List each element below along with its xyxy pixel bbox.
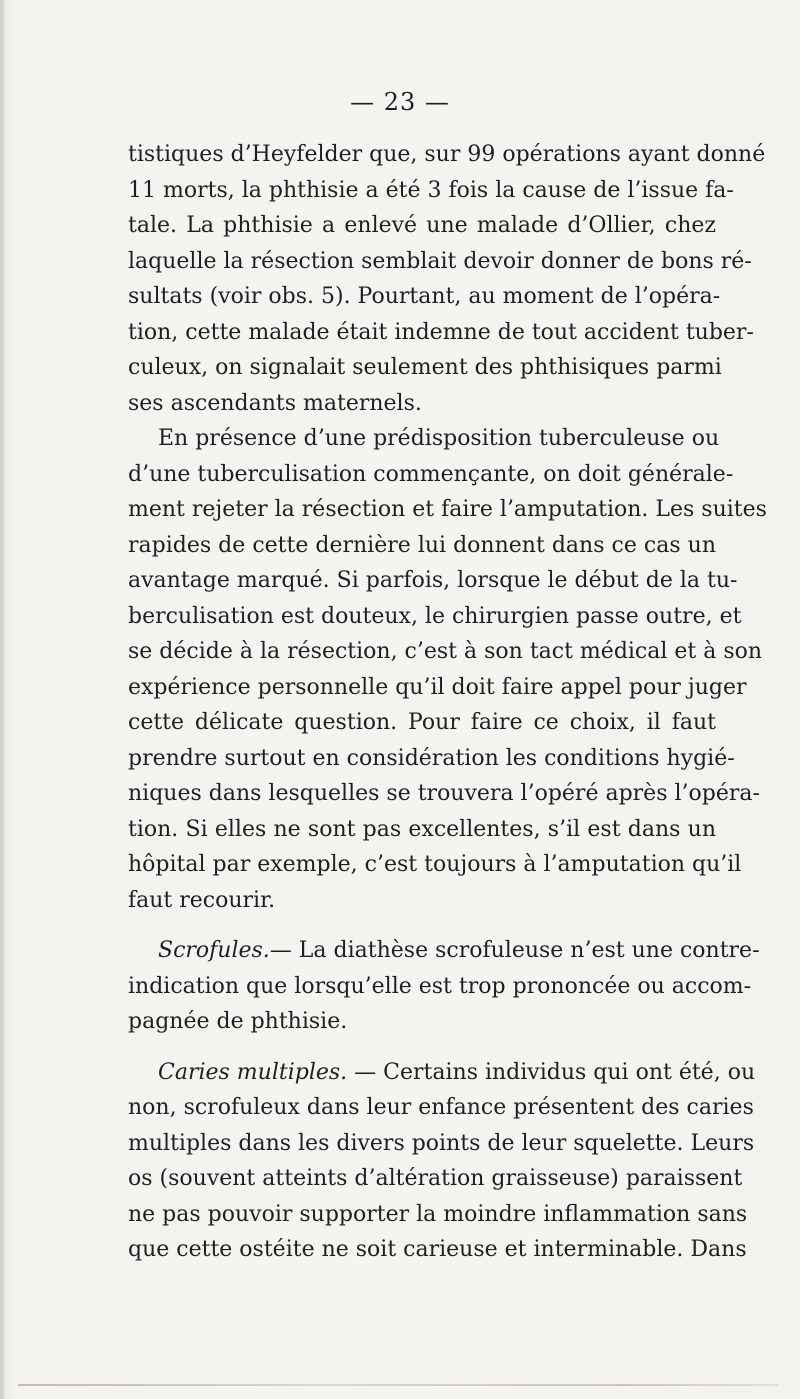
text-line: ment rejeter la résection et faire l’amputation. Les suites bbox=[128, 497, 767, 522]
text-line: expérience personnelle qu’il doit faire appel pour juger bbox=[128, 674, 747, 700]
page-left-edge bbox=[0, 0, 4, 1399]
text-line: avantage marqué. Si parfois, lorsque le début de la tu- bbox=[128, 568, 738, 593]
text-line: laquelle la résection semblait devoir donner de bons ré- bbox=[128, 248, 752, 274]
paragraph-caries-multiples bbox=[128, 1055, 756, 1268]
text-line: non, scrofuleux dans leur enfance présentent des caries bbox=[128, 1095, 754, 1120]
text-line: hôpital par exemple, c’est toujours à l’amputation qu’il bbox=[128, 852, 742, 877]
page-number: — 23 — bbox=[350, 88, 450, 116]
text-line: que cette ostéite ne soit carieuse et interminable. Dans bbox=[128, 1237, 747, 1262]
text-line: 11 morts, la phthisie a été 3 fois la cause de l’issue fa- bbox=[128, 177, 734, 203]
text-line: os (souvent atteints d’altération graisseuse) paraissent bbox=[128, 1166, 743, 1191]
text-line: d’une tuberculisation commençante, on doit générale- bbox=[128, 461, 734, 487]
text-line: ses ascendants maternels. bbox=[128, 390, 422, 416]
paragraph-2 bbox=[128, 421, 767, 918]
text-line: rapides de cette dernière lui donnent dans ce cas un bbox=[128, 532, 716, 558]
text-line: ne pas pouvoir supporter la moindre inflammation sans bbox=[128, 1201, 748, 1227]
paragraph-1 bbox=[128, 137, 766, 421]
section-heading-caries-multiples: Caries multiples. bbox=[158, 1059, 348, 1085]
text-line: tion, cette malade était indemne de tout accident tuber- bbox=[128, 319, 754, 345]
text-line: pagnée de phthisie. bbox=[128, 1009, 348, 1034]
section-heading-scrofules: Scrofules. bbox=[158, 938, 270, 963]
text-line: prendre surtout en considération les conditions hygié- bbox=[128, 745, 735, 771]
text-line: sultats (voir obs. 5). Pourtant, au moment de l’opéra- bbox=[128, 284, 721, 309]
text-line: tistiques d’Heyfelder que, sur 99 opérations ayant donné bbox=[128, 142, 766, 167]
text-line: cette délicate question. Pour faire ce choix, il faut bbox=[128, 710, 716, 735]
text-line: En présence d’une prédisposition tuberculeuse ou bbox=[158, 426, 720, 451]
text-line: multiples dans les divers points de leur squelette. Leurs bbox=[128, 1130, 755, 1156]
text-line: tion. Si elles ne sont pas excellentes, s’il est dans un bbox=[128, 816, 716, 842]
body-text bbox=[128, 137, 767, 1268]
text-line bbox=[128, 1055, 756, 1091]
text-line: indication que lorsqu’elle est trop prononcée ou accom- bbox=[128, 973, 752, 999]
text-line: berculisation est douteux, le chirurgien passe outre, et bbox=[128, 603, 742, 629]
text-line: tale. La phthisie a enlevé une malade d’Ollier, chez bbox=[128, 213, 716, 238]
text-line: niques dans lesquelles se trouvera l’opéré après l’opéra- bbox=[128, 781, 760, 806]
text-line bbox=[128, 933, 760, 969]
text-segment: — Certains individus qui ont été, ou bbox=[347, 1059, 756, 1085]
text-line: se décide à la résection, c’est à son tact médical et à son bbox=[128, 639, 763, 664]
paragraph-scrofules bbox=[128, 933, 760, 1040]
text-line: faut recourir. bbox=[128, 887, 276, 913]
text-line: culeux, on signalait seulement des phthisiques parmi bbox=[128, 355, 722, 380]
page-bottom-edge bbox=[18, 1384, 778, 1386]
text-segment: — La diathèse scrofuleuse n’est une contre- bbox=[269, 938, 760, 963]
